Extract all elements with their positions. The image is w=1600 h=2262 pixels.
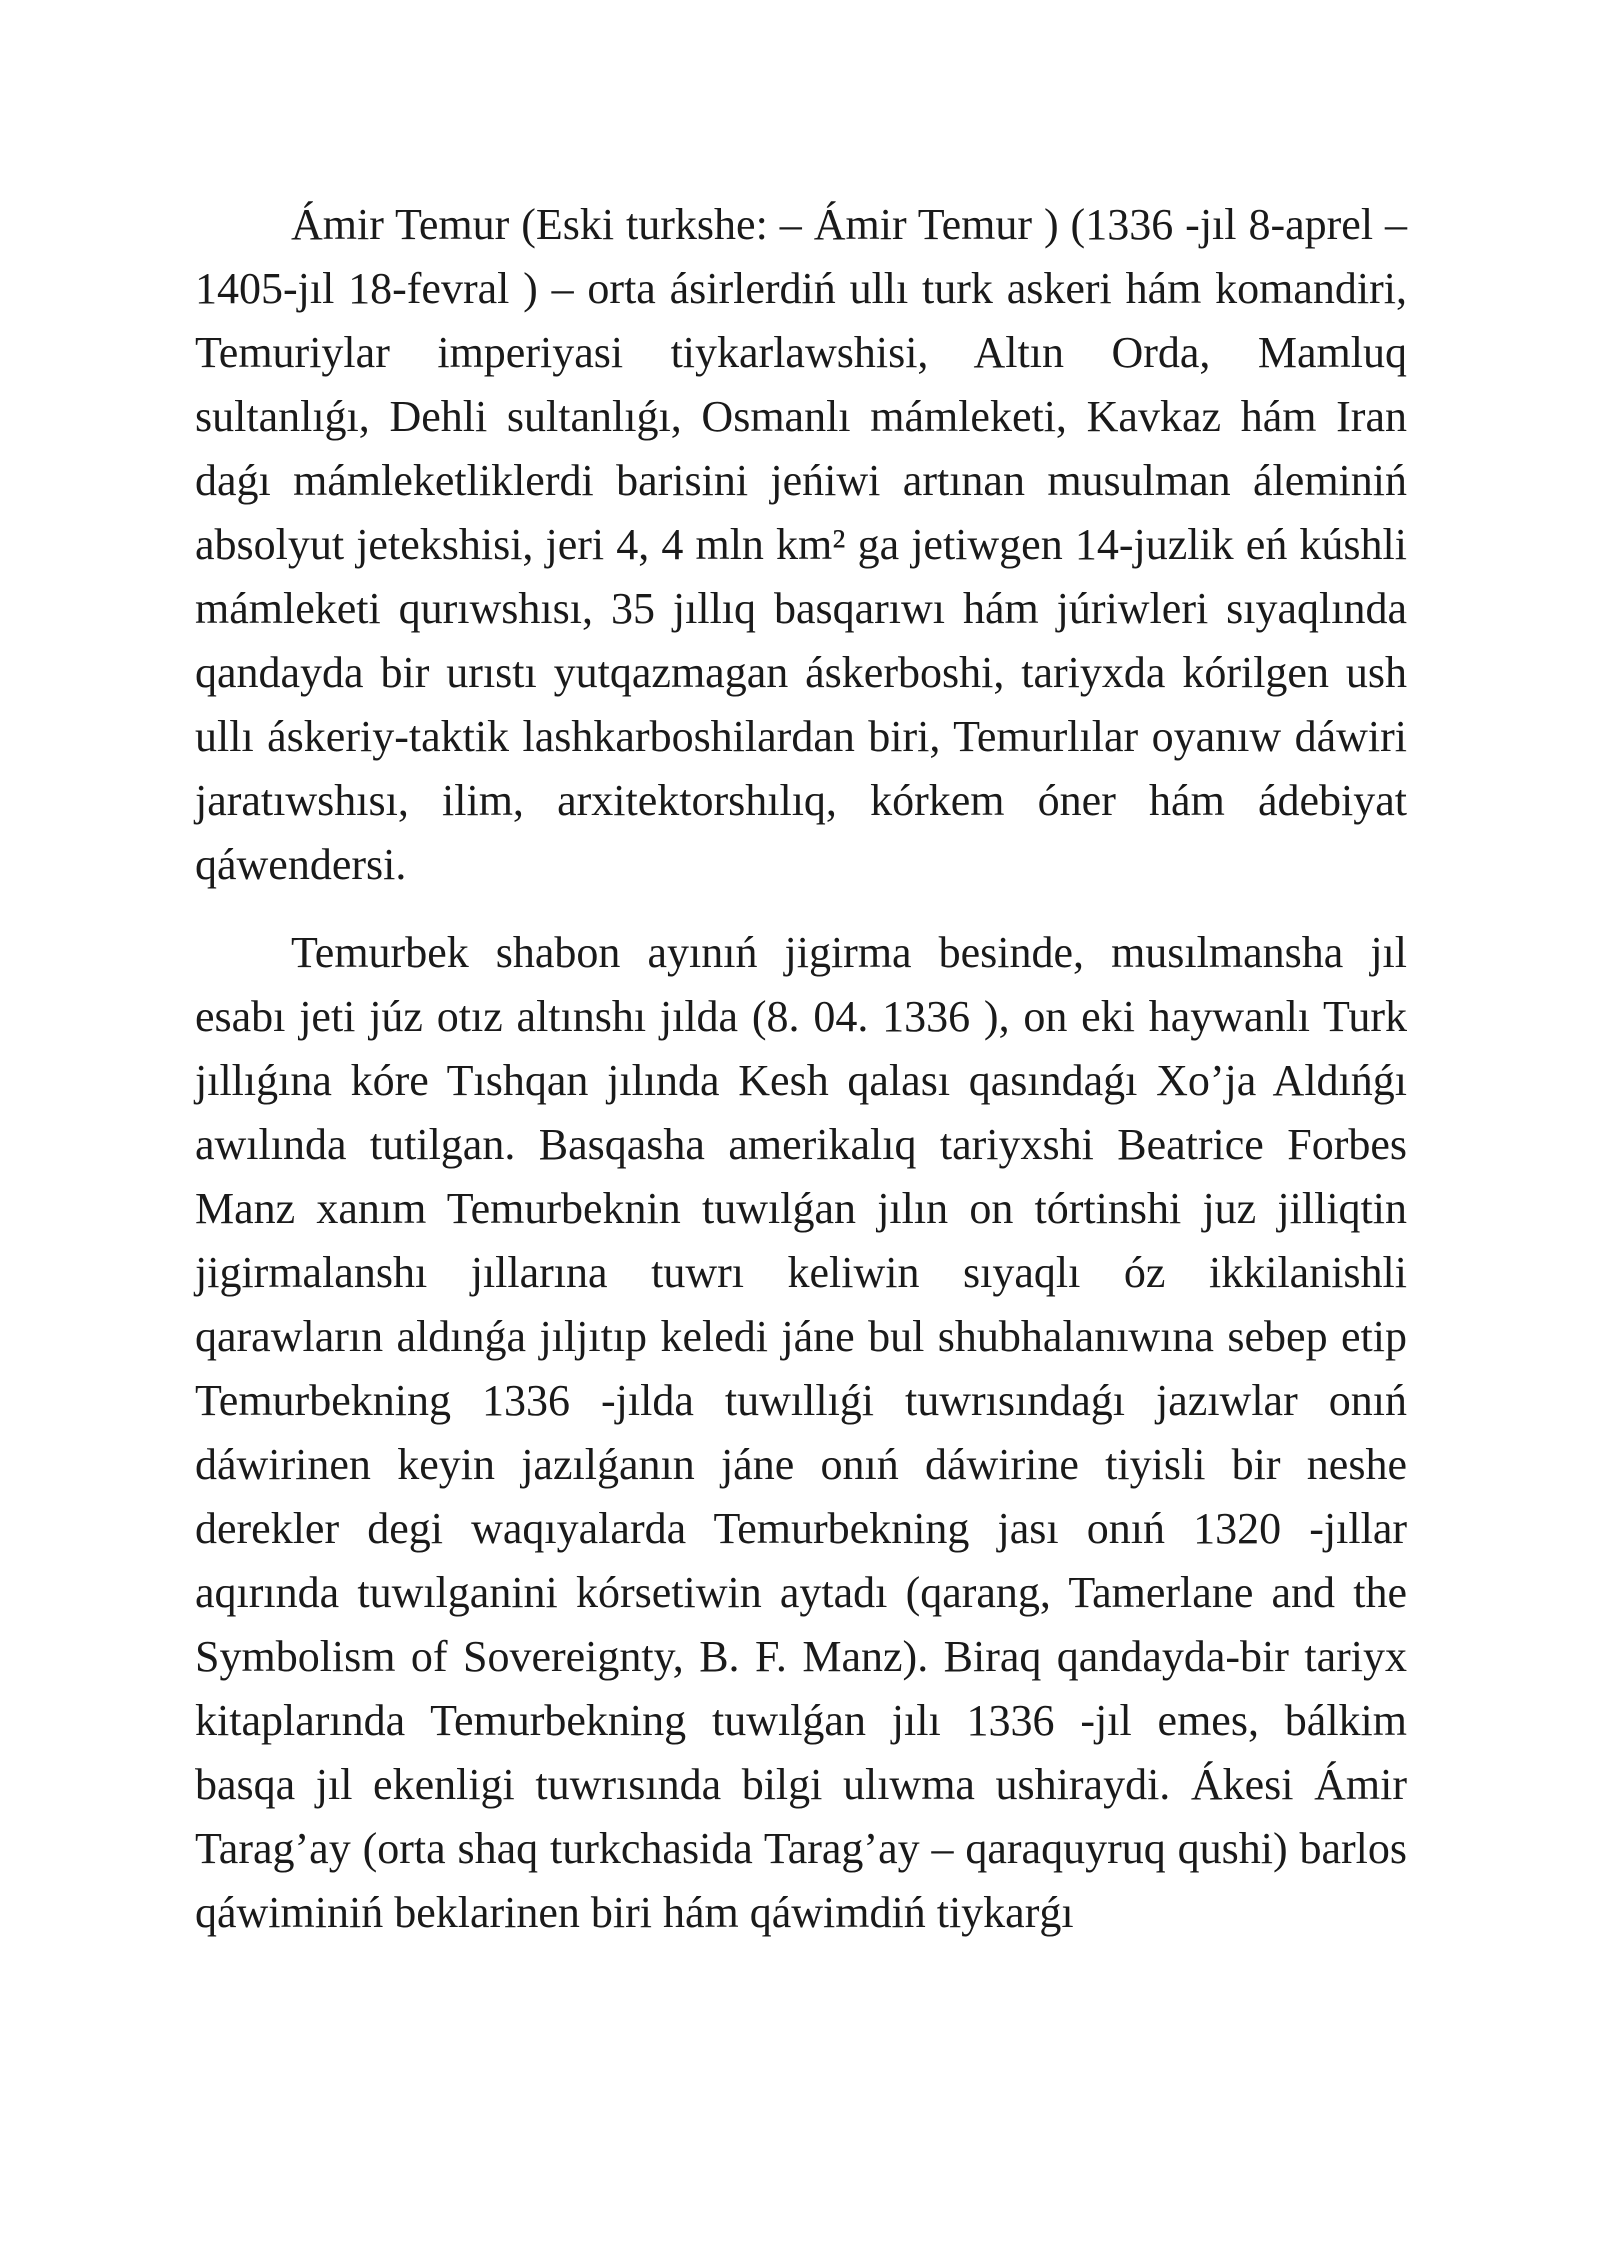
document-page <box>195 193 1407 1945</box>
paragraph-amir-temur-intro: Ámir Temur (Eski turkshe: – Ámir Temur ) (1336 -jıl 8-aprel – 1405-jıl 18-fevral ) – orta ásirlerdiń ullı turk askeri hám komandiri, Temuriylar imperiyasi tiykarlawshisi, Altın Orda, Mamluq sultanlıǵı, Dehli sultanlıǵı, Osmanlı mámleketi, Kavkaz hám Iran daǵı mámleketliklerdi barisini jeńiwi artınan musulman áleminiń absolyut jetekshisi, jeri 4, 4 mln km² ga jetiwgen 14-juzlik eń kúshli mámleketi qurıwshısı, 35 jıllıq basqarıwı hám júriwleri sıyaqlında qandayda bir urıstı yutqazmagan áskerboshi, tariyxda kórilgen ush ullı áskeriy-taktik lashkarboshilardan biri, Temurlılar oyanıw dáwiri jaratıwshısı, ilim, arxitektorshılıq, kórkem óner hám ádebiyat qáwendersi. <box>195 200 1407 889</box>
paragraph-temurbek-birth: Temurbek shabon ayınıń jigirma besinde, musılmansha jıl esabı jeti júz otız altınshı jılda (8. 04. 1336 ), on eki haywanlı Turk jıllıǵına kóre Tıshqan jılında Kesh qalası qasındaǵı Xo’ja Aldıńǵı awılında tutilgan. Basqasha amerikalıq tariyxshi Beatrice Forbes Manz xanım Temurbeknin tuwılǵan jılın on tórtinshi juz jilliqtin jigirmalanshı jıllarına tuwrı keliwin sıyaqlı óz ikkilanishli qarawların aldınǵa jıljıtıp keledi jáne bul shubhalanıwına sebep etip Temurbekning 1336 -jılda tuwıllıǵi tuwrısındaǵı jazıwlar onıń dáwirinen keyin jazılǵanın jáne onıń dáwirine tiyisli bir neshe derekler degi waqıyalarda Temurbekning jası onıń 1320 -jıllar aqırında tuwılganini kórsetiwin aytadı (qarang, Tamerlane and the Symbolism of Sovereignty, B. F. Manz). Biraq qandayda-bir tariyx kitaplarında Temurbekning tuwılǵan jılı 1336 -jıl emes, bálkim basqa jıl ekenligi tuwrısında bilgi ulıwma ushiraydi. Ákesi Ámir Tarag’ay (orta shaq turkchasida Tarag’ay – qaraquyruq qushi) barlos qáwiminiń beklarinen biri hám qáwimdiń tiykarǵı <box>195 928 1407 1937</box>
